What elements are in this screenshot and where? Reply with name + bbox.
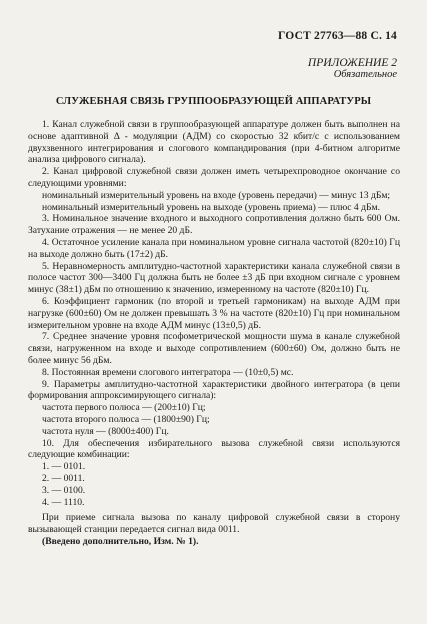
paragraph-2: 2. Канал цифровой служебной связи должен иметь четырехпроводное окончание со следующими уровнями: — [28, 166, 400, 189]
amendment-note: (Введено дополнительно, Изм. № 1). — [42, 535, 199, 547]
paragraph-2-level-output: номинальный измерительный уровень на выходе (уровень приема) — плюс 4 дБм. — [42, 201, 380, 213]
combination-3: 3. — 0100. — [42, 484, 86, 496]
paragraph-1: 1. Канал служебной связи в группообразующей аппаратуре должен быть выполнен на основе адаптивной Δ - модуляции (АДМ) со скоростью 32 кбит/с с использованием двухзвенного интегрирования и слогового компандирования (при 4-битном алгоритме анализа цифрового сигнала). — [28, 119, 400, 166]
paragraph-2-level-input: номинальный измерительный уровень на входе (уровень передачи) — минус 13 дБм; — [42, 189, 391, 201]
paragraph-5: 5. Неравномерность амплитудно-частотной характеристики канала служебной связи в полосе частот 300—3400 Гц должна быть не более ±3 дБ при входном сигнале с уровнем минус (38±1) дБм по отношению к значению, измеренному на частоте (820±10) Гц. — [28, 260, 400, 296]
appendix-label: ПРИЛОЖЕНИЕ 2 — [307, 57, 397, 69]
paragraph-6: 6. Коэффициент гармоник (по второй и третьей гармоникам) на выходе АДМ при нагрузке (600±60) Ом не должен превышать 3 % на частоте (820±10) Гц при номинальном измерительном уровне на входе АДМ минус (13±0,5) дБ. — [28, 295, 400, 331]
document-body — [28, 119, 400, 548]
pole-1-frequency: частота первого полюса — (200±10) Гц; — [42, 402, 206, 414]
combination-4: 4. — 1110. — [42, 496, 85, 508]
paragraph-3: 3. Номинальное значение входного и выходного сопротивления должно быть 600 Ом. Затухание отражения — не менее 20 дБ. — [28, 213, 400, 237]
combination-2: 2. — 0011. — [42, 472, 85, 484]
call-signal-note: При приеме сигнала вызова по каналу цифровой служебной связи в сторону вызывающей станции передается сигнал вида 0011. — [28, 512, 400, 536]
combination-1: 1. — 0101. — [42, 461, 86, 473]
paragraph-7: 7. Среднее значение уровня псофометрической мощности шума в канале служебной связи, нагруженном на входе и выходе сопротивлением (600±60) Ом, должно быть не более минус 56 дБм. — [28, 331, 400, 366]
page-header: ГОСТ 27763—88 С. 14 — [278, 30, 397, 42]
appendix-heading — [308, 57, 397, 81]
paragraph-10: 10. Для обеспечения избирательного вызова служебной связи используются следующие комбинации: — [28, 437, 400, 461]
pole-2-frequency: частота второго полюса — (1800±90) Гц; — [42, 413, 210, 425]
zero-frequency: частота нуля — (8000±400) Гц. — [42, 425, 169, 437]
section-title: СЛУЖЕБНАЯ СВЯЗЬ ГРУППООБРАЗУЮЩЕЙ АППАРАТУРЫ — [55, 96, 372, 107]
paragraph-9: 9. Параметры амплитудно-частотной характеристики двойного интегратора (в цепи формирования аппроксимирующего сигнала): — [28, 378, 400, 402]
appendix-status: Обязательное — [333, 69, 397, 80]
paragraph-8: 8. Постоянная времени слогового интегратора — (10±0,5) мс. — [42, 366, 294, 378]
paragraph-4: 4. Остаточное усиление канала при номинальном уровне сигнала частотой (820±10) Гц на выходе должно быть (17±2) дБ. — [28, 236, 400, 260]
